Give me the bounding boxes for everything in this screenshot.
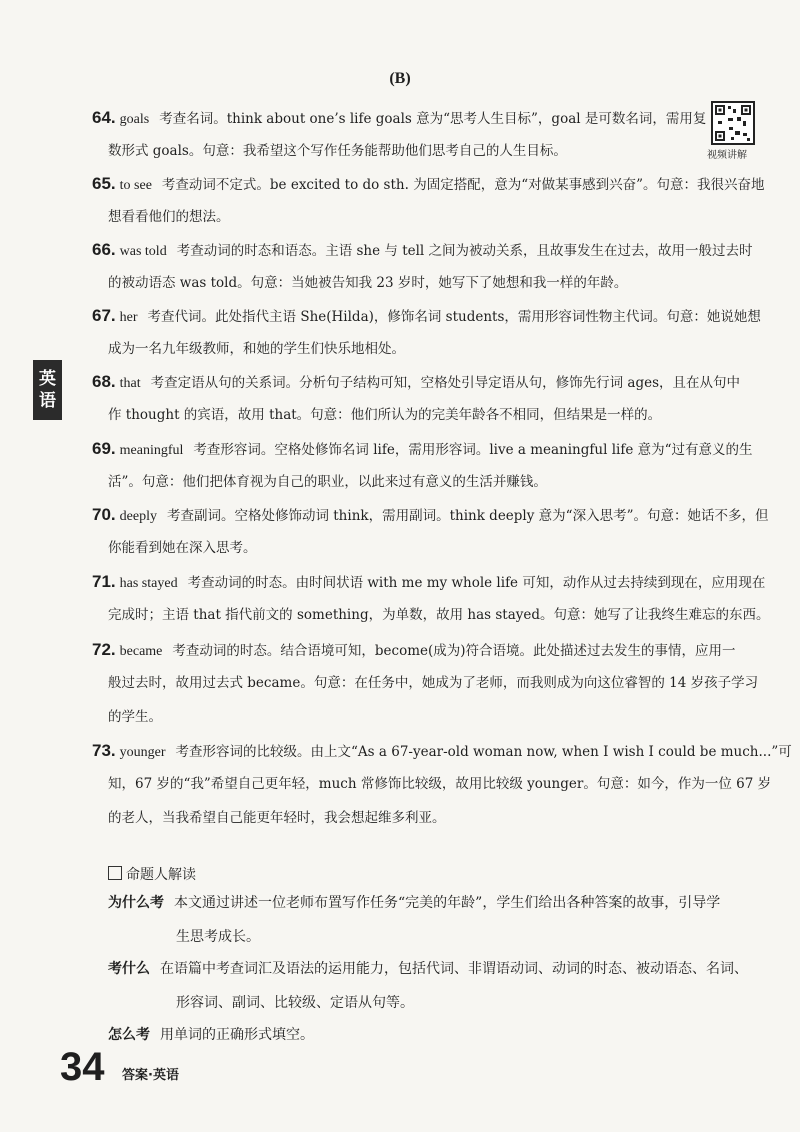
answer-item-71 [92, 572, 772, 623]
item-explanation-cont: 你能看到她在深入思考。 [108, 540, 257, 556]
how-label: 怎么考 [108, 1027, 150, 1043]
answer-item-67 [92, 306, 772, 357]
item-explanation: 考查副词。空格处修饰动词 think，需用副词。think deeply 意为“深入思考”。句意：她话不多，但 [166, 508, 769, 524]
side-tab-label: 英 语 [39, 369, 56, 411]
answer-item-68 [92, 372, 772, 423]
item-explanation: 考查代词。此处指代主语 She(Hilda)，修饰名词 students，需用形容词性物主代词。句意：她说她想 [147, 309, 761, 325]
item-explanation-cont: 般过去时，故用过去式 became。句意：在任务中，她成为了老师，而我则成为向这位睿智的 14 岁孩子学习 [108, 675, 759, 691]
item-answer: younger [119, 745, 166, 760]
item-explanation-cont: 作 thought 的宾语，故用 that。句意：他们所认为的完美年龄各不相同，但结果是一样的。 [108, 407, 662, 423]
item-number: 68. [92, 372, 116, 391]
what-text: 在语篇中考查词汇及语法的运用能力，包括代词、非谓语动词、动词的时态、被动语态、名词、 [160, 961, 748, 977]
item-answer: became [119, 644, 163, 659]
item-answer: goals [119, 112, 150, 127]
item-answer: was told [119, 244, 167, 259]
answer-item-73 [92, 741, 792, 826]
what-text-cont: 形容词、副词、比较级、定语从句等。 [176, 995, 414, 1011]
item-answer: meaningful [119, 443, 184, 458]
why-text: 本文通过讲述一位老师布置写作任务“完美的年龄”，学生们给出各种答案的故事，引导学 [174, 895, 721, 911]
item-explanation-cont: 完成时；主语 that 指代前文的 something，为单数，故用 has stayed。句意：她写了让我终生难忘的东西。 [108, 607, 770, 623]
item-answer: her [119, 310, 138, 325]
item-explanation: 考查动词不定式。be excited to do sth. 为固定搭配，意为“对做某事感到兴奋”。句意：我很兴奋地 [161, 177, 765, 193]
footer-label: 答案·英语 [122, 1068, 179, 1083]
item-number: 73. [92, 741, 116, 760]
item-explanation-cont: 的学生。 [108, 709, 162, 725]
section-label: (B) [389, 70, 411, 87]
item-explanation: 考查形容词的比较级。由上文“As a 67-year-old woman now, when I wish I could be much...”可 [175, 744, 792, 760]
item-explanation: 考查动词的时态。由时间状语 with me my whole life 可知，动作从过去持续到现在，应用现在 [187, 575, 766, 591]
document-icon [108, 866, 122, 880]
item-explanation-cont: 知，67 岁的“我”希望自己更年轻，much 常修饰比较级，故用比较级 younger。句意：如今，作为一位 67 岁 [108, 776, 772, 792]
item-explanation-cont: 活”。句意：他们把体育视为自己的职业，以此来过有意义的生活并赚钱。 [108, 474, 547, 490]
item-number: 65. [92, 174, 116, 193]
commentary-what [108, 958, 748, 1011]
item-explanation-cont: 数形式 goals。句意：我希望这个写作任务能帮助他们思考自己的人生目标。 [108, 143, 567, 159]
item-answer: has stayed [119, 576, 178, 591]
side-tab-english [33, 360, 62, 420]
item-number: 69. [92, 439, 116, 458]
commentary-how [108, 1024, 314, 1044]
answer-item-65 [92, 174, 772, 225]
item-answer: to see [119, 178, 152, 193]
item-explanation: 考查动词的时态和语态。主语 she 与 tell 之间为被动关系，且故事发生在过去，故用一般过去时 [176, 243, 753, 259]
item-number: 67. [92, 306, 116, 325]
page-number: 34 [60, 1045, 105, 1089]
why-text-cont: 生思考成长。 [176, 929, 260, 945]
item-explanation-cont: 的被动语态 was told。句意：当她被告知我 23 岁时，她写下了她想和我一样的年龄。 [108, 275, 628, 291]
qr-caption: 视频讲解 [707, 150, 747, 161]
how-text: 用单词的正确形式填空。 [160, 1027, 314, 1043]
item-number: 71. [92, 572, 116, 591]
commentary-why [108, 892, 721, 945]
item-explanation: 考查动词的时态。结合语境可知，become(成为)符合语境。此处描述过去发生的事情，应用一 [172, 643, 736, 659]
item-explanation-cont: 成为一名九年级教师，和她的学生们快乐地相处。 [108, 341, 405, 357]
answer-item-69 [92, 439, 772, 490]
item-answer: that [119, 376, 141, 391]
answer-item-72 [92, 640, 772, 725]
commentary-heading-text: 命题人解读 [126, 867, 196, 883]
commentary-section [108, 864, 788, 1043]
answer-item-70 [92, 505, 772, 556]
item-explanation: 考查名词。think about one’s life goals 意为“思考人生目标”，goal 是可数名词，需用复 [159, 111, 707, 127]
item-explanation-cont: 想看看他们的想法。 [108, 209, 230, 225]
item-number: 64. [92, 108, 116, 127]
answer-item-66 [92, 240, 772, 291]
item-answer: deeply [119, 509, 157, 524]
item-number: 70. [92, 505, 116, 524]
commentary-heading [108, 864, 788, 884]
what-label: 考什么 [108, 961, 150, 977]
item-explanation: 考查定语从句的关系词。分析句子结构可知，空格处引导定语从句，修饰先行词 ages，且在从句中 [150, 375, 741, 391]
why-label: 为什么考 [108, 895, 164, 911]
item-explanation-cont: 的老人，当我希望自己能更年轻时，我会想起维多利亚。 [108, 810, 446, 826]
item-explanation: 考查形容词。空格处修饰名词 life，需用形容词。live a meaningful life 意为“过有意义的生 [193, 442, 753, 458]
item-number: 72. [92, 640, 116, 659]
item-number: 66. [92, 240, 116, 259]
